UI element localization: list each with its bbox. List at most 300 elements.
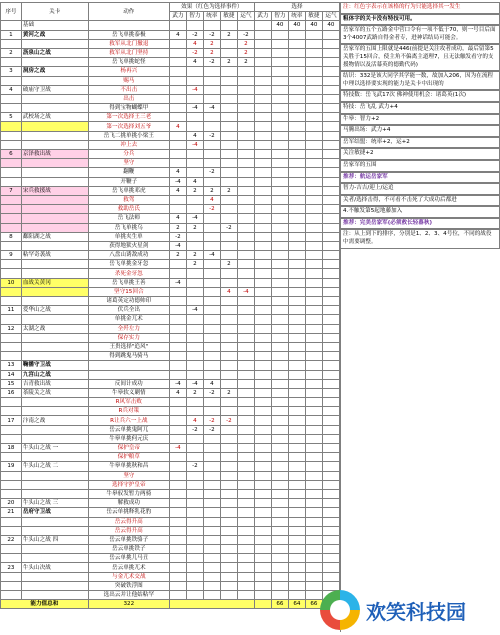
row-value xyxy=(288,526,305,535)
row-value: -4 xyxy=(186,379,203,388)
row-value xyxy=(186,581,203,590)
row-value xyxy=(203,306,220,315)
row-value: 4 xyxy=(169,214,186,223)
row-value xyxy=(186,195,203,204)
row-value: 2 xyxy=(203,48,220,57)
row-value xyxy=(254,113,271,122)
row-value xyxy=(237,315,254,324)
row-value xyxy=(186,572,203,581)
row-value xyxy=(220,177,237,186)
row-value xyxy=(203,489,220,498)
row-value xyxy=(288,480,305,489)
row-value xyxy=(305,489,322,498)
row-value xyxy=(271,232,288,241)
row-value: 4 xyxy=(169,168,186,177)
col-wu: 武力 xyxy=(169,12,186,21)
table-row xyxy=(1,333,340,342)
row-value xyxy=(271,444,288,453)
row-action: 牛皋单挑秋和昌 xyxy=(88,462,169,471)
row-value xyxy=(169,471,186,480)
row-action: 救驾 xyxy=(88,195,169,204)
row-action: 第一次选择王三老 xyxy=(88,113,169,122)
row-value xyxy=(288,85,305,94)
row-no: 9 xyxy=(1,251,22,260)
row-no: 4 xyxy=(1,85,22,94)
row-value xyxy=(322,94,339,103)
row-level xyxy=(21,453,88,462)
note-block: 关者/选择击得，不可看不击死了大成功后都进 xyxy=(341,195,500,207)
table-row xyxy=(1,591,340,600)
row-value xyxy=(254,39,271,48)
row-value xyxy=(237,278,254,287)
row-value xyxy=(254,591,271,600)
row-action: 岳飞二挑单挑小梁王 xyxy=(88,131,169,140)
row-value: -2 xyxy=(203,205,220,214)
row-value xyxy=(254,361,271,370)
watermark-text: 欢笑科技园 xyxy=(366,599,466,624)
row-value xyxy=(322,85,339,94)
base-row: 基础 40 40 40 40 xyxy=(1,21,340,30)
table-row xyxy=(1,545,340,554)
row-value xyxy=(271,352,288,361)
row-action: 岳云单挑铁骆子 xyxy=(88,535,169,544)
row-value xyxy=(322,471,339,480)
row-value xyxy=(288,306,305,315)
footer-sum-1: 66 xyxy=(271,600,288,609)
row-value xyxy=(254,554,271,563)
row-value xyxy=(220,195,237,204)
row-value xyxy=(305,94,322,103)
row-no: 7 xyxy=(1,186,22,195)
row-value: 2 xyxy=(220,186,237,195)
row-value xyxy=(169,39,186,48)
row-value xyxy=(237,104,254,113)
row-value xyxy=(305,361,322,370)
row-value xyxy=(305,58,322,67)
col-wu-2: 武力 xyxy=(254,12,271,21)
row-value xyxy=(186,471,203,480)
row-value xyxy=(322,535,339,544)
row-value xyxy=(305,370,322,379)
row-no: 22 xyxy=(1,535,22,544)
row-value xyxy=(169,48,186,57)
row-level: 沥泉山之战 xyxy=(21,48,88,57)
row-no: 19 xyxy=(1,462,22,471)
note-block: 岳家军的五围 xyxy=(341,160,500,172)
row-level xyxy=(21,315,88,324)
row-no xyxy=(1,489,22,498)
row-value xyxy=(322,517,339,526)
row-value xyxy=(305,30,322,39)
row-value xyxy=(288,278,305,287)
row-level xyxy=(21,205,88,214)
row-no xyxy=(1,177,22,186)
row-level: 牛头山之战 二 xyxy=(21,462,88,471)
row-action: 岳飞单挑邓虎 xyxy=(88,186,169,195)
row-value xyxy=(254,407,271,416)
row-no xyxy=(1,453,22,462)
row-no xyxy=(1,554,22,563)
row-value xyxy=(271,508,288,517)
row-no xyxy=(1,131,22,140)
row-value xyxy=(288,489,305,498)
row-value xyxy=(305,214,322,223)
row-value xyxy=(220,444,237,453)
row-value xyxy=(169,572,186,581)
row-value: -2 xyxy=(203,131,220,140)
row-level: 牛头山之战 三 xyxy=(21,499,88,508)
row-value xyxy=(288,517,305,526)
row-no xyxy=(1,287,22,296)
row-value xyxy=(237,398,254,407)
row-value xyxy=(237,342,254,351)
row-value xyxy=(305,104,322,113)
row-value xyxy=(203,499,220,508)
row-value xyxy=(271,489,288,498)
row-value xyxy=(305,416,322,425)
row-value xyxy=(237,462,254,471)
table-row xyxy=(1,39,340,48)
row-value xyxy=(254,306,271,315)
row-value: -4 xyxy=(237,287,254,296)
row-value xyxy=(186,480,203,489)
row-value xyxy=(220,306,237,315)
row-no xyxy=(1,517,22,526)
row-value xyxy=(254,232,271,241)
row-level: 京泽救出战 xyxy=(21,150,88,159)
row-value xyxy=(237,563,254,572)
row-no xyxy=(1,122,22,131)
row-value xyxy=(305,388,322,397)
table-row xyxy=(1,315,340,324)
row-value xyxy=(220,453,237,462)
footer-row xyxy=(1,600,340,609)
row-value xyxy=(322,113,339,122)
row-value xyxy=(288,177,305,186)
row-level xyxy=(21,425,88,434)
row-value xyxy=(254,315,271,324)
row-value xyxy=(288,407,305,416)
row-value xyxy=(237,434,254,443)
row-value xyxy=(288,269,305,278)
row-value xyxy=(322,168,339,177)
row-value xyxy=(169,581,186,590)
row-value xyxy=(220,85,237,94)
row-value xyxy=(322,30,339,39)
row-value xyxy=(169,489,186,498)
row-value: -2 xyxy=(203,168,220,177)
row-value xyxy=(237,131,254,140)
row-value xyxy=(186,554,203,563)
row-value: 2 xyxy=(237,58,254,67)
row-value xyxy=(237,214,254,223)
row-value: -4 xyxy=(186,306,203,315)
row-no xyxy=(1,315,22,324)
row-value xyxy=(186,232,203,241)
row-value xyxy=(288,462,305,471)
col-min-2: 敏捷 xyxy=(305,12,322,21)
row-value xyxy=(254,214,271,223)
row-value xyxy=(305,379,322,388)
table-row xyxy=(1,205,340,214)
row-action xyxy=(88,370,169,379)
row-level xyxy=(21,526,88,535)
row-level: 破庙守卫战 xyxy=(21,85,88,94)
row-action: 岳飞单挑泰极 xyxy=(88,30,169,39)
row-value xyxy=(220,131,237,140)
note-block: 推荐：航运岳家军 xyxy=(341,172,500,184)
row-value xyxy=(169,416,186,425)
row-value xyxy=(271,113,288,122)
row-value xyxy=(305,297,322,306)
row-value xyxy=(186,168,203,177)
col-zhi-2: 智力 xyxy=(271,12,288,21)
row-level: 汴南之战 xyxy=(21,416,88,425)
row-value xyxy=(254,563,271,572)
row-action: R兵对策 xyxy=(88,407,169,416)
row-level xyxy=(21,297,88,306)
row-no xyxy=(1,195,22,204)
row-action: 保护粮草 xyxy=(88,453,169,462)
row-value xyxy=(237,159,254,168)
row-value xyxy=(203,324,220,333)
row-value xyxy=(271,205,288,214)
row-value xyxy=(271,186,288,195)
row-value xyxy=(186,563,203,572)
row-value: -4 xyxy=(186,104,203,113)
row-value xyxy=(203,361,220,370)
row-no xyxy=(1,480,22,489)
row-value xyxy=(203,140,220,149)
row-no: 23 xyxy=(1,563,22,572)
row-level xyxy=(21,554,88,563)
row-value xyxy=(271,122,288,131)
row-value xyxy=(169,563,186,572)
row-level xyxy=(21,489,88,498)
row-value xyxy=(271,85,288,94)
row-value xyxy=(322,140,339,149)
row-value: 2 xyxy=(237,39,254,48)
row-no xyxy=(1,214,22,223)
row-action: 开鞭子 xyxy=(88,177,169,186)
row-level xyxy=(21,352,88,361)
table-row xyxy=(1,453,340,462)
row-value xyxy=(271,76,288,85)
row-value xyxy=(305,39,322,48)
row-level xyxy=(21,591,88,600)
row-value xyxy=(220,241,237,250)
table-row xyxy=(1,287,340,296)
row-value xyxy=(169,306,186,315)
row-value xyxy=(237,480,254,489)
row-value xyxy=(322,444,339,453)
row-value xyxy=(322,489,339,498)
row-level: 九宫山之战 xyxy=(21,370,88,379)
row-value: -4 xyxy=(169,444,186,453)
row-value xyxy=(237,122,254,131)
row-value xyxy=(322,434,339,443)
row-value xyxy=(237,572,254,581)
row-value xyxy=(203,453,220,462)
row-value xyxy=(220,122,237,131)
row-level: 宋兵救援战 xyxy=(21,186,88,195)
row-value xyxy=(288,444,305,453)
row-value xyxy=(288,251,305,260)
row-value: -2 xyxy=(220,416,237,425)
row-level xyxy=(21,260,88,269)
row-value xyxy=(186,489,203,498)
row-value xyxy=(271,214,288,223)
row-level: 洞房之战 xyxy=(21,67,88,76)
row-action: 岳云单挑儿马丑 xyxy=(88,554,169,563)
row-value xyxy=(288,499,305,508)
row-value xyxy=(254,398,271,407)
row-value xyxy=(220,480,237,489)
row-value xyxy=(254,223,271,232)
table-row xyxy=(1,535,340,544)
row-value xyxy=(288,214,305,223)
row-value xyxy=(322,462,339,471)
row-value xyxy=(169,94,186,103)
row-value xyxy=(220,333,237,342)
row-value xyxy=(237,581,254,590)
row-value xyxy=(305,177,322,186)
row-value xyxy=(254,581,271,590)
row-value xyxy=(288,232,305,241)
row-value xyxy=(288,535,305,544)
header-no: 序号 xyxy=(1,3,22,21)
row-no xyxy=(1,260,22,269)
row-value xyxy=(220,471,237,480)
table-row xyxy=(1,278,340,287)
row-value xyxy=(186,370,203,379)
row-action: 岳云单挑兀术 xyxy=(88,563,169,572)
row-value xyxy=(254,444,271,453)
row-value xyxy=(220,517,237,526)
header-row-1 xyxy=(1,3,340,12)
row-value xyxy=(271,370,288,379)
row-value xyxy=(169,58,186,67)
row-value xyxy=(271,30,288,39)
row-value xyxy=(237,526,254,535)
row-value xyxy=(220,370,237,379)
header-level: 关卡 xyxy=(21,3,88,21)
row-value xyxy=(271,388,288,397)
smile-logo-icon xyxy=(320,590,360,630)
row-value: -2 xyxy=(203,30,220,39)
row-value: 4 xyxy=(169,122,186,131)
row-value xyxy=(271,499,288,508)
row-value xyxy=(254,499,271,508)
row-value xyxy=(186,297,203,306)
row-value: -4 xyxy=(203,251,220,260)
row-value xyxy=(305,223,322,232)
base-label: 基础 xyxy=(21,21,88,30)
row-value xyxy=(288,581,305,590)
row-value: 2 xyxy=(186,388,203,397)
row-value: -4 xyxy=(169,278,186,287)
row-value xyxy=(169,131,186,140)
row-value xyxy=(288,545,305,554)
table-row xyxy=(1,324,340,333)
row-value xyxy=(237,324,254,333)
row-value xyxy=(203,591,220,600)
row-value xyxy=(186,591,203,600)
table-row xyxy=(1,269,340,278)
row-value xyxy=(220,352,237,361)
row-level xyxy=(21,333,88,342)
row-action: 岳飞单挑金牙忽 xyxy=(88,260,169,269)
row-value xyxy=(305,232,322,241)
row-value xyxy=(322,333,339,342)
row-value xyxy=(237,416,254,425)
row-value xyxy=(220,572,237,581)
row-level xyxy=(21,572,88,581)
row-value xyxy=(186,94,203,103)
table-row xyxy=(1,434,340,443)
table-row xyxy=(1,407,340,416)
row-value xyxy=(305,352,322,361)
row-value xyxy=(254,150,271,159)
row-value xyxy=(254,572,271,581)
row-value xyxy=(322,195,339,204)
header-choice: 选择 xyxy=(254,3,339,12)
row-no: 18 xyxy=(1,444,22,453)
row-value xyxy=(322,554,339,563)
row-value xyxy=(322,232,339,241)
table-row xyxy=(1,471,340,480)
row-action: 不出击 xyxy=(88,85,169,94)
row-value xyxy=(220,407,237,416)
row-value xyxy=(254,545,271,554)
note-block: 粗体字的关卡没有特技可用。 xyxy=(341,14,500,26)
row-value xyxy=(220,324,237,333)
row-value xyxy=(271,591,288,600)
row-value xyxy=(305,315,322,324)
row-value xyxy=(305,241,322,250)
row-level xyxy=(21,168,88,177)
row-value xyxy=(322,159,339,168)
row-no: 17 xyxy=(1,416,22,425)
row-value xyxy=(169,324,186,333)
row-value xyxy=(220,434,237,443)
table-row xyxy=(1,159,340,168)
row-value xyxy=(203,232,220,241)
row-value xyxy=(288,104,305,113)
col-min: 敏捷 xyxy=(220,12,237,21)
row-value xyxy=(203,370,220,379)
row-value xyxy=(271,159,288,168)
row-value xyxy=(220,94,237,103)
row-value xyxy=(254,278,271,287)
row-value xyxy=(169,297,186,306)
row-level xyxy=(21,195,88,204)
row-value xyxy=(186,407,203,416)
row-value xyxy=(271,425,288,434)
footer-label: 能力值总和 xyxy=(1,600,89,609)
row-value: -4 xyxy=(169,177,186,186)
row-value xyxy=(271,342,288,351)
row-value xyxy=(203,462,220,471)
table-row xyxy=(1,48,340,57)
row-value: -4 xyxy=(169,379,186,388)
table-row xyxy=(1,214,340,223)
row-value xyxy=(271,278,288,287)
row-value xyxy=(305,499,322,508)
table-row xyxy=(1,186,340,195)
row-action: 反间计成功 xyxy=(88,379,169,388)
row-value xyxy=(169,425,186,434)
